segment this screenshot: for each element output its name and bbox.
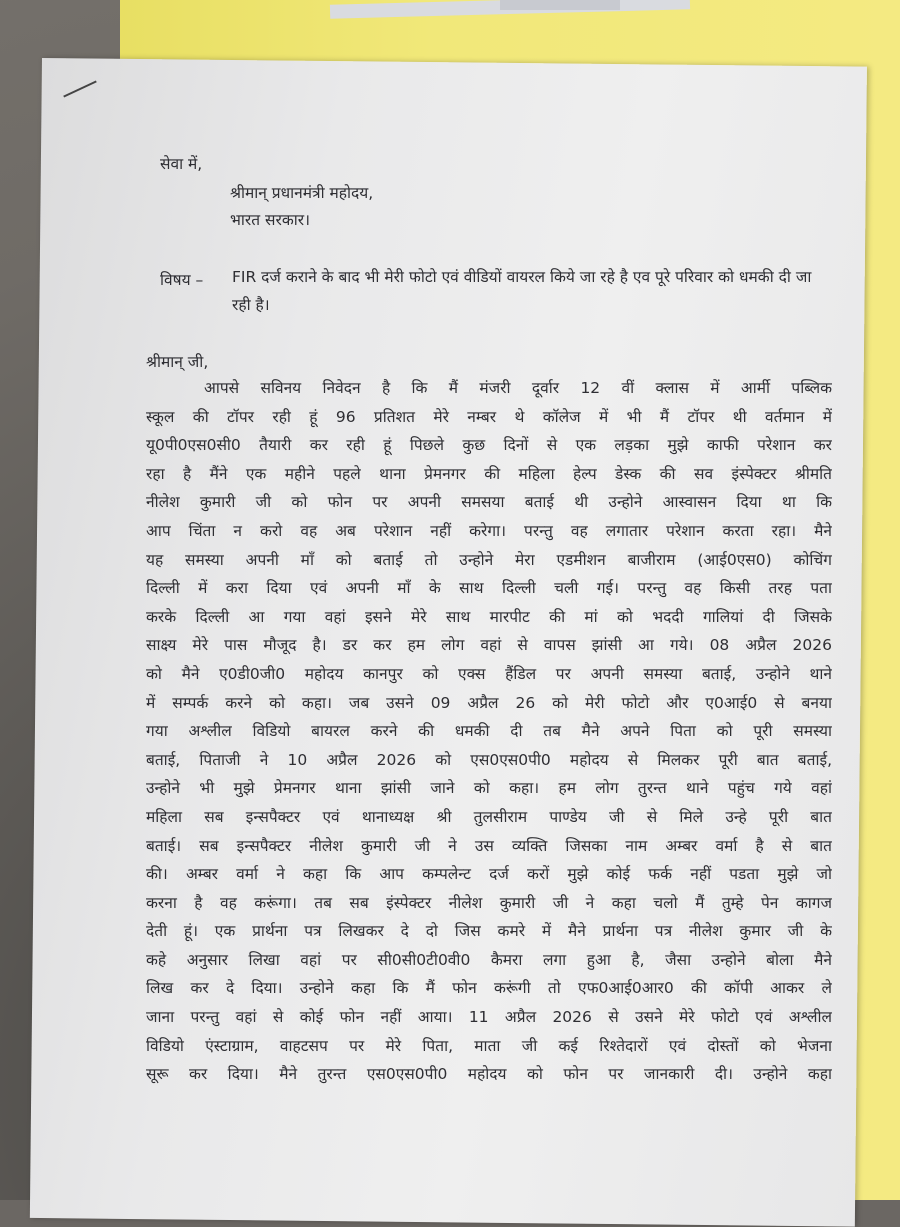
body-line: को मैने ए0डी0जी0 महोदय कानपुर को एक्स हैंडिल पर अपनी समस्या बताई, उन्होने थाने: [146, 664, 832, 683]
body-line: रहा है मैंने एक महीने पहले थाना प्रेमनगर की महिला हेल्प डेस्क की सव इंस्पेक्टर श्रीमति: [146, 464, 832, 483]
body-line: यह समस्या अपनी माँ को बताई तो उन्होने मेरा एडमीशन बाजीराम (आई0एस0) कोचिंग: [146, 550, 832, 569]
body-line: कहे अनुसार लिखा वहां पर सी0सी0टी0वी0 कैमरा लगा हुआ है, जैसा उन्होने बोला मैने: [146, 950, 832, 969]
letter-body: [146, 374, 832, 1089]
body-line: साक्ष्य मेरे पास मौजूद है। डर कर हम लोग वहां से वापस झांसी आ गये। 08 अप्रैल 2026: [146, 636, 832, 655]
body-line: गया अश्लील विडियो बायरल करने की धमकी दी तब मैने अपने पिता को पूरी समस्या: [146, 722, 832, 741]
subject-label: विषय –: [160, 271, 204, 289]
body-line: देती हूं। एक प्रार्थना पत्र लिखकर दे दो जिस कमरे में मैने प्रार्थना पत्र नीलेश कुमार जी के: [146, 922, 832, 941]
body-line: में सम्पर्क करने को कहा। जब उसने 09 अप्रैल 26 को मेरी फोटो और ए0आई0 से बनया: [146, 693, 832, 712]
body-line: करना है वह करूंगा। तब सब इंस्पेक्टर नीलेश कुमारी जी ने कहा चलो मैं तुम्हे पेन कागज: [146, 893, 832, 912]
body-line: आप चिंता न करो वह अब परेशान नहीं करेगा। परन्तु वह लगातार परेशान करता रहा। मैने: [146, 521, 832, 540]
body-line: दिल्ली में करा दिया एवं अपनी माँ के साथ दिल्ली चली गई। परन्तु वह किसी तरह पता: [146, 579, 832, 598]
body-line: सूरू कर दिया। मैने तुरन्त एस0एस0पी0 महोदय को फोन पर जानकारी दी। उन्होने कहा: [146, 1065, 832, 1084]
body-line: बताई, पिताजी ने 10 अप्रैल 2026 को एस0एस0पी0 महोदय से मिलकर पूरी बात बताई,: [146, 750, 832, 769]
to-label: सेवा में,: [160, 155, 203, 173]
body-line: उन्होने भी मुझे प्रेमनगर थाना झांसी जाने को कहा। हम लोग तुरन्त थाने पहुंच गये वहां: [146, 779, 832, 798]
body-line: की। अम्बर वर्मा ने कहा कि आप कम्पलेन्ट दर्ज करों मुझे कोई फर्क नहीं पडता मुझे जो: [146, 865, 832, 884]
body-line: बताई। सब इन्सपैक्टर नीलेश कुमारी जी ने उस व्यक्ति जिसका नाम अम्बर वर्मा है से बात: [146, 836, 832, 855]
greeting: श्रीमान् जी,: [146, 353, 209, 371]
body-line: लिख कर दे दिया। उन्होने कहा कि मैं फोन करूंगी तो एफ0आई0आर0 की कॉपी आकर ले: [146, 979, 832, 998]
body-line: स्कूल की टॉपर रही हूं 96 प्रतिशत मेरे नम्बर थे कॉलेज में भी मैं टॉपर थी वर्तमान में: [146, 407, 832, 426]
body-line: महिला सब इन्सपैक्टर एवं थानाध्यक्ष श्री तुलसीराम पाण्डेय जी से मिले उन्हे पूरी बात: [146, 807, 832, 826]
body-line: नीलेश कुमारी जी को फोन पर अपनी समसया बताई थी उन्होने आस्वासन दिया था कि: [146, 493, 832, 512]
address-line-1: श्रीमान् प्रधानमंत्री महोदय,: [230, 184, 374, 202]
body-line: जाना परन्तु वहां से कोई फोन नहीं आया। 11 अप्रैल 2026 से उसने मेरे फोटो एवं अश्लील: [146, 1008, 832, 1027]
body-line: करके दिल्ली आ गया वहां इसने मेरे साथ मारपीट की मां को भददी गालियां दी जिसके: [146, 607, 832, 626]
subject: [160, 268, 820, 319]
address-line-2: भारत सरकार।: [230, 211, 310, 229]
body-line: यू0पी0एस0सी0 तैयारी कर रही हूं पिछले कुछ दिनों से एक लड़का मुझे काफी परेशान कर: [146, 436, 832, 455]
body-line: आपसे सविनय निवेदन है कि मैं मंजरी दूर्वार 12 वीं क्लास में आर्मी पब्लिक: [204, 379, 832, 397]
subject-text: FIR दर्ज कराने के बाद भी मेरी फोटो एवं वीडियों वायरल किये जा रहे है एव पूरे परिवार को धमकी दी जा रही है।: [232, 268, 812, 314]
body-line: विडियो एंस्टाग्राम, वाहटसप पर मेरे पिता, माता जी कई रिश्तेदारों एवं दोस्तों को भेजना: [146, 1036, 832, 1055]
